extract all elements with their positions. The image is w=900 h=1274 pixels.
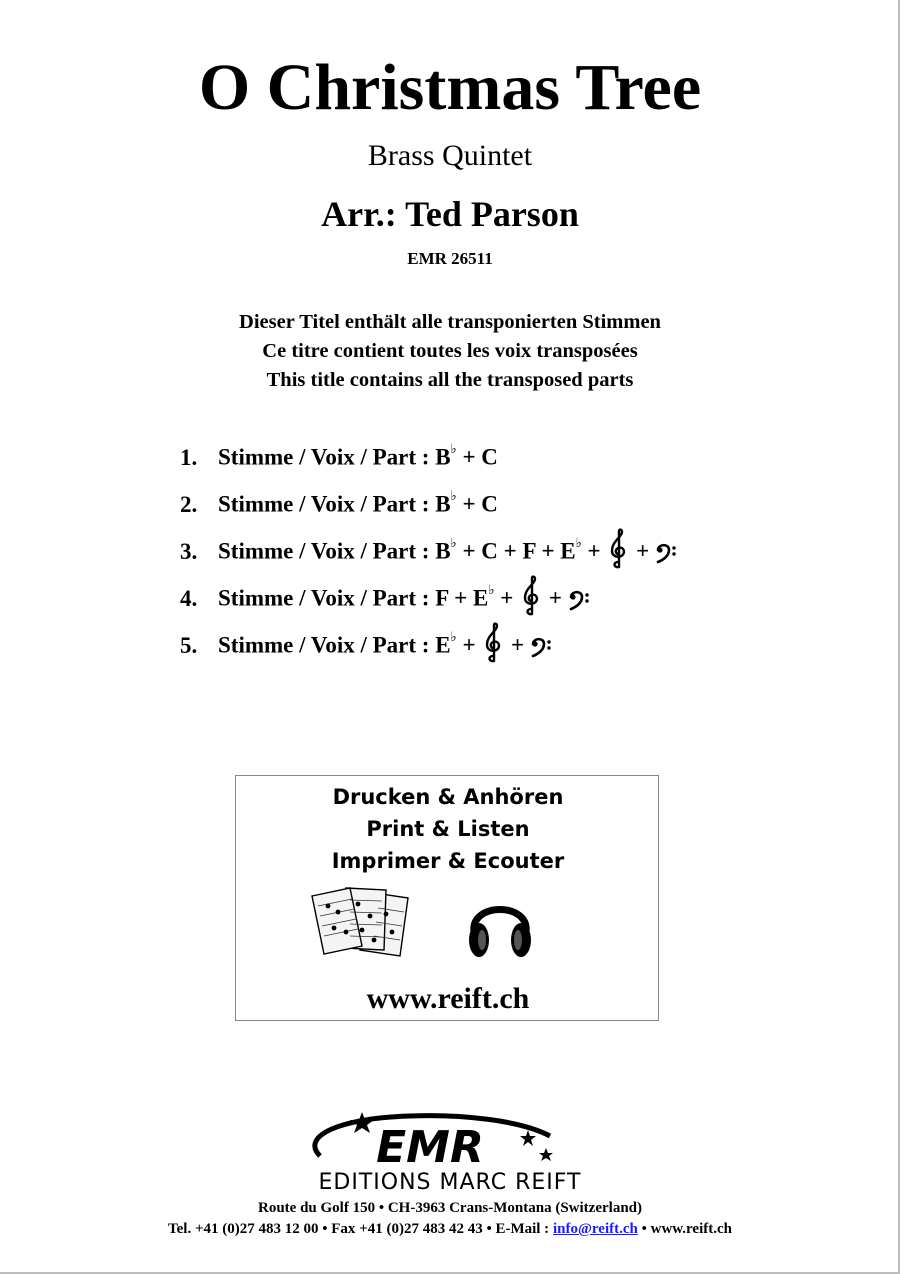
bass-clef-icon	[655, 541, 679, 565]
part-number: 4.	[180, 585, 198, 611]
part-label: Stimme / Voix / Part :	[218, 444, 430, 470]
emr-logo-text: EMR	[376, 1122, 484, 1172]
print-listen-text	[236, 781, 660, 877]
notice-line-fr: Ce titre contient toutes les voix transposées	[262, 340, 638, 362]
part-label: Stimme / Voix / Part :	[218, 538, 430, 564]
emr-logo	[300, 1106, 560, 1172]
treble-clef-icon	[481, 621, 505, 665]
email-link[interactable]: info@reift.ch	[552, 1221, 638, 1237]
publisher-name: EDITIONS MARC REIFT	[318, 1170, 582, 1195]
promo-url-link[interactable]: www.reift.ch	[366, 982, 530, 1015]
page-title: O Christmas Tree	[198, 51, 702, 124]
contact-website[interactable]: • www.reift.ch	[637, 1221, 732, 1237]
notice-line-en: This title contains all the transposed parts	[266, 369, 634, 391]
sheet-music-icon	[308, 886, 420, 960]
promo-line-de: Drucken & Anhören	[332, 785, 564, 809]
transposition-notice	[0, 308, 900, 395]
part-row-5: 5. Stimme / Voix / Part : E♭ + +	[180, 618, 679, 665]
bass-clef-icon	[568, 588, 592, 612]
promo-line-en: Print & Listen	[366, 817, 530, 841]
ensemble-subtitle: Brass Quintet	[367, 139, 533, 172]
contact-phone-fax: Tel. +41 (0)27 483 12 00 • Fax +41 (0)27 483 42 43 • E-Mail :	[168, 1221, 553, 1237]
arranger-credit: Arr.: Ted Parson	[321, 194, 579, 234]
part-number: 3.	[180, 538, 198, 564]
part-row-2: 2. Stimme / Voix / Part : B♭ + C	[180, 477, 679, 524]
part-row-1: 1. Stimme / Voix / Part : B♭ + C	[180, 430, 679, 477]
part-label: Stimme / Voix / Part :	[218, 491, 430, 517]
notice-line-de: Dieser Titel enthält alle transponierten Stimmen	[239, 311, 661, 333]
print-listen-box[interactable]	[235, 775, 659, 1021]
part-label: Stimme / Voix / Part :	[218, 585, 430, 611]
part-number: 5.	[180, 632, 198, 658]
part-number: 2.	[180, 491, 198, 517]
part-row-4: 4. Stimme / Voix / Part : F + E♭ + +	[180, 571, 679, 618]
treble-clef-icon	[519, 574, 543, 618]
part-row-3: 3. Stimme / Voix / Part : B♭ + C + F + E♭ + +	[180, 524, 679, 571]
part-number: 1.	[180, 444, 198, 470]
bass-clef-icon	[530, 635, 554, 659]
publisher-contact	[0, 1219, 900, 1239]
headphones-icon	[465, 888, 535, 964]
promo-line-fr: Imprimer & Ecouter	[331, 849, 565, 873]
catalog-number: EMR 26511	[407, 249, 493, 268]
publisher-address: Route du Golf 150 • CH-3963 Crans-Montana (Switzerland)	[258, 1200, 642, 1216]
part-label: Stimme / Voix / Part :	[218, 632, 430, 658]
treble-clef-icon	[606, 527, 630, 571]
parts-list	[180, 430, 679, 665]
